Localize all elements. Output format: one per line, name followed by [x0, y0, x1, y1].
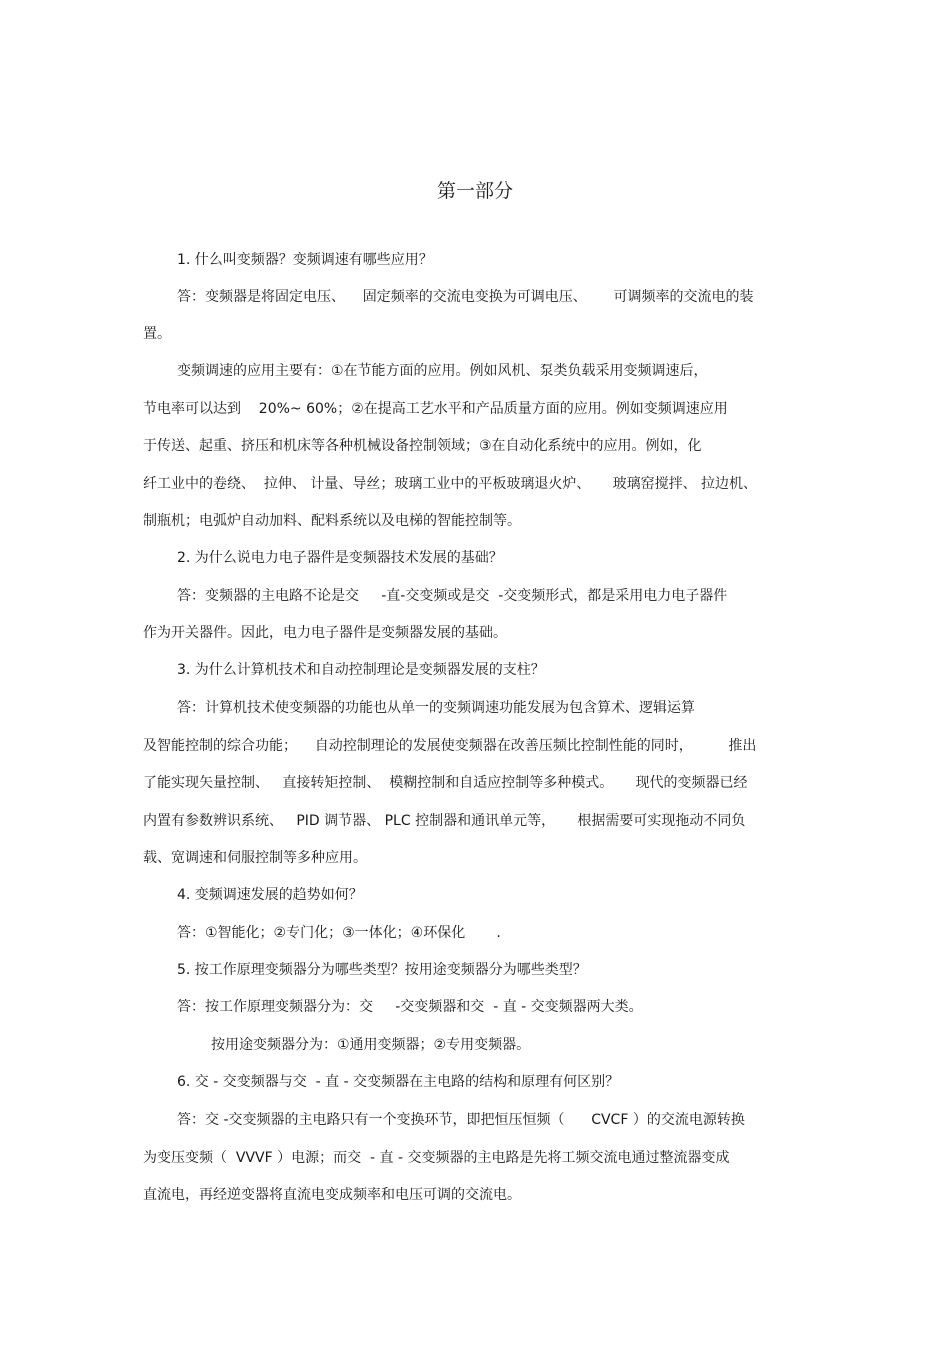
- answer-1-line-3: 变频调速的应用主要有：①在节能方面的应用。例如风机、泵类负载采用变频调速后，: [177, 363, 708, 379]
- answer-1-line-4: 节电率可以达到 20%~ 60%；②在提高工艺水平和产品质量方面的应用。例如变频调速应用: [143, 401, 728, 417]
- answer-3-line-3: 了能实现矢量控制、 直接转矩控制、 模糊控制和自适应控制等多种模式。 现代的变频器已经: [143, 775, 748, 791]
- question-2: 2. 为什么说电力电子器件是变频器技术发展的基础？: [177, 550, 503, 566]
- answer-3-line-5: 载、宽调速和伺服控制等多种应用。: [143, 850, 367, 866]
- answer-4-line-1: 答：①智能化；②专门化；③一体化；④环保化 .: [177, 925, 501, 941]
- answer-6-line-2: 为变压变频（ VVVF ）电源；而交 - 直 - 交变频器的主电路是先将工频交流电通过整流器变成: [143, 1150, 730, 1166]
- answer-3-line-2: 及智能控制的综合功能； 自动控制理论的发展使变频器在改善压频比控制性能的同时， 推出: [143, 738, 757, 754]
- question-4: 4. 变频调速发展的趋势如何？: [177, 887, 363, 903]
- answer-6-line-3: 直流电，再经逆变器将直流电变成频率和电压可调的交流电。: [143, 1187, 521, 1203]
- question-1: 1. 什么叫变频器？变频调速有哪些应用？: [177, 252, 433, 268]
- question-6: 6. 交 - 交变频器与交 - 直 - 交变频器在主电路的结构和原理有何区别？: [177, 1074, 620, 1090]
- answer-1-line-1: 答：变频器是将固定电压、 固定频率的交流电变换为可调电压、 可调频率的交流电的装: [177, 289, 754, 305]
- answer-6-line-1: 答：交 -交变频器的主电路只有一个变换环节，即把恒压恒频（ CVCF ）的交流电源转换: [177, 1112, 745, 1128]
- answer-2-line-2: 作为开关器件。因此，电力电子器件是变频器发展的基础。: [143, 625, 507, 641]
- answer-3-line-4: 内置有参数辨识系统、 PID 调节器、 PLC 控制器和通讯单元等， 根据需要可实现拖动不同负: [143, 813, 746, 829]
- answer-1-line-2: 置。: [143, 326, 171, 342]
- answer-5-line-2: 按用途变频器分为：①通用变频器；②专用变频器。: [211, 1037, 531, 1053]
- answer-2-line-1: 答：变频器的主电路不论是交 -直-交变频或是交 -交变频形式，都是采用电力电子器件: [177, 588, 728, 604]
- answer-3-line-1: 答：计算机技术使变频器的功能也从单一的变频调速功能发展为包含算术、逻辑运算: [177, 700, 695, 716]
- answer-1-line-5: 于传送、起重、挤压和机床等各种机械设备控制领域；③在自动化系统中的应用。例如，化: [143, 438, 702, 454]
- question-3: 3. 为什么计算机技术和自动控制理论是变频器发展的支柱？: [177, 662, 545, 678]
- answer-1-line-7: 制瓶机；电弧炉自动加料、配料系统以及电梯的智能控制等。: [143, 513, 521, 529]
- question-5: 5. 按工作原理变频器分为哪些类型？按用途变频器分为哪些类型？: [177, 962, 587, 978]
- answer-5-line-1: 答：按工作原理变频器分为：交 -交变频器和交 - 直 - 交变频器两大类。: [177, 999, 643, 1015]
- answer-1-line-6: 纤工业中的卷绕、 拉伸、 计量、导丝；玻璃工业中的平板玻璃退火炉、 玻璃窑搅拌、 拉边机、: [143, 476, 758, 492]
- page-title: 第一部分: [436, 180, 513, 202]
